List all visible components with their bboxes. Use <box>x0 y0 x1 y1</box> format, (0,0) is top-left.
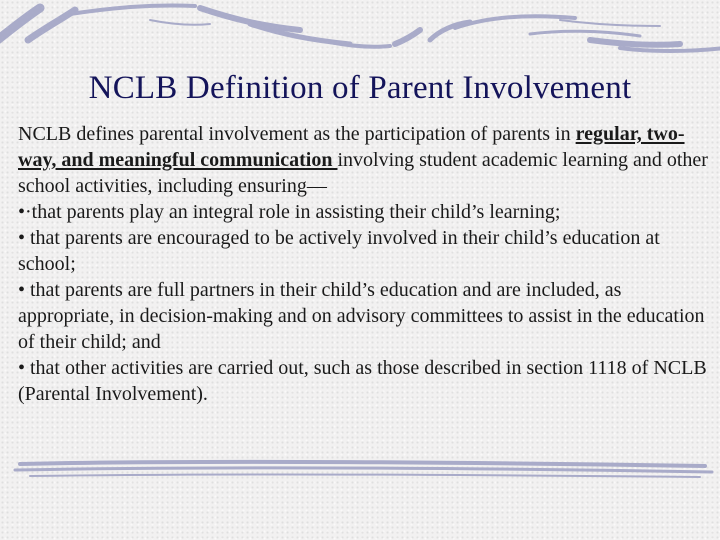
bullet-item-2: • that parents are encouraged to be actively involved in their child’s education at school; <box>18 227 660 275</box>
bullet-item-3: • that parents are full partners in their child’s education and are included, as appropriate, in decision-making and on advisory committees to assist in the education of their child; and <box>18 279 705 353</box>
intro-paragraph <box>18 121 718 199</box>
intro-text-start: NCLB defines parental involvement as the participation of parents in <box>18 123 576 145</box>
bottom-divider-decoration <box>0 456 720 486</box>
slide-body <box>18 121 718 407</box>
intro-text-end: involving student academic learning and other school activities, including ensuring— <box>18 149 708 197</box>
bullet-item-1: •·that parents play an integral role in assisting their child’s learning; <box>18 201 561 223</box>
intro-emphasis: regular, two-way, and meaningful communication <box>18 123 685 171</box>
top-brush-stroke-decoration <box>0 0 720 60</box>
slide-title: NCLB Definition of Parent Involvement <box>88 70 632 106</box>
bullet-item-4: • that other activities are carried out, such as those described in section 1118 of NCLB (Parental Involvement). <box>18 357 707 405</box>
